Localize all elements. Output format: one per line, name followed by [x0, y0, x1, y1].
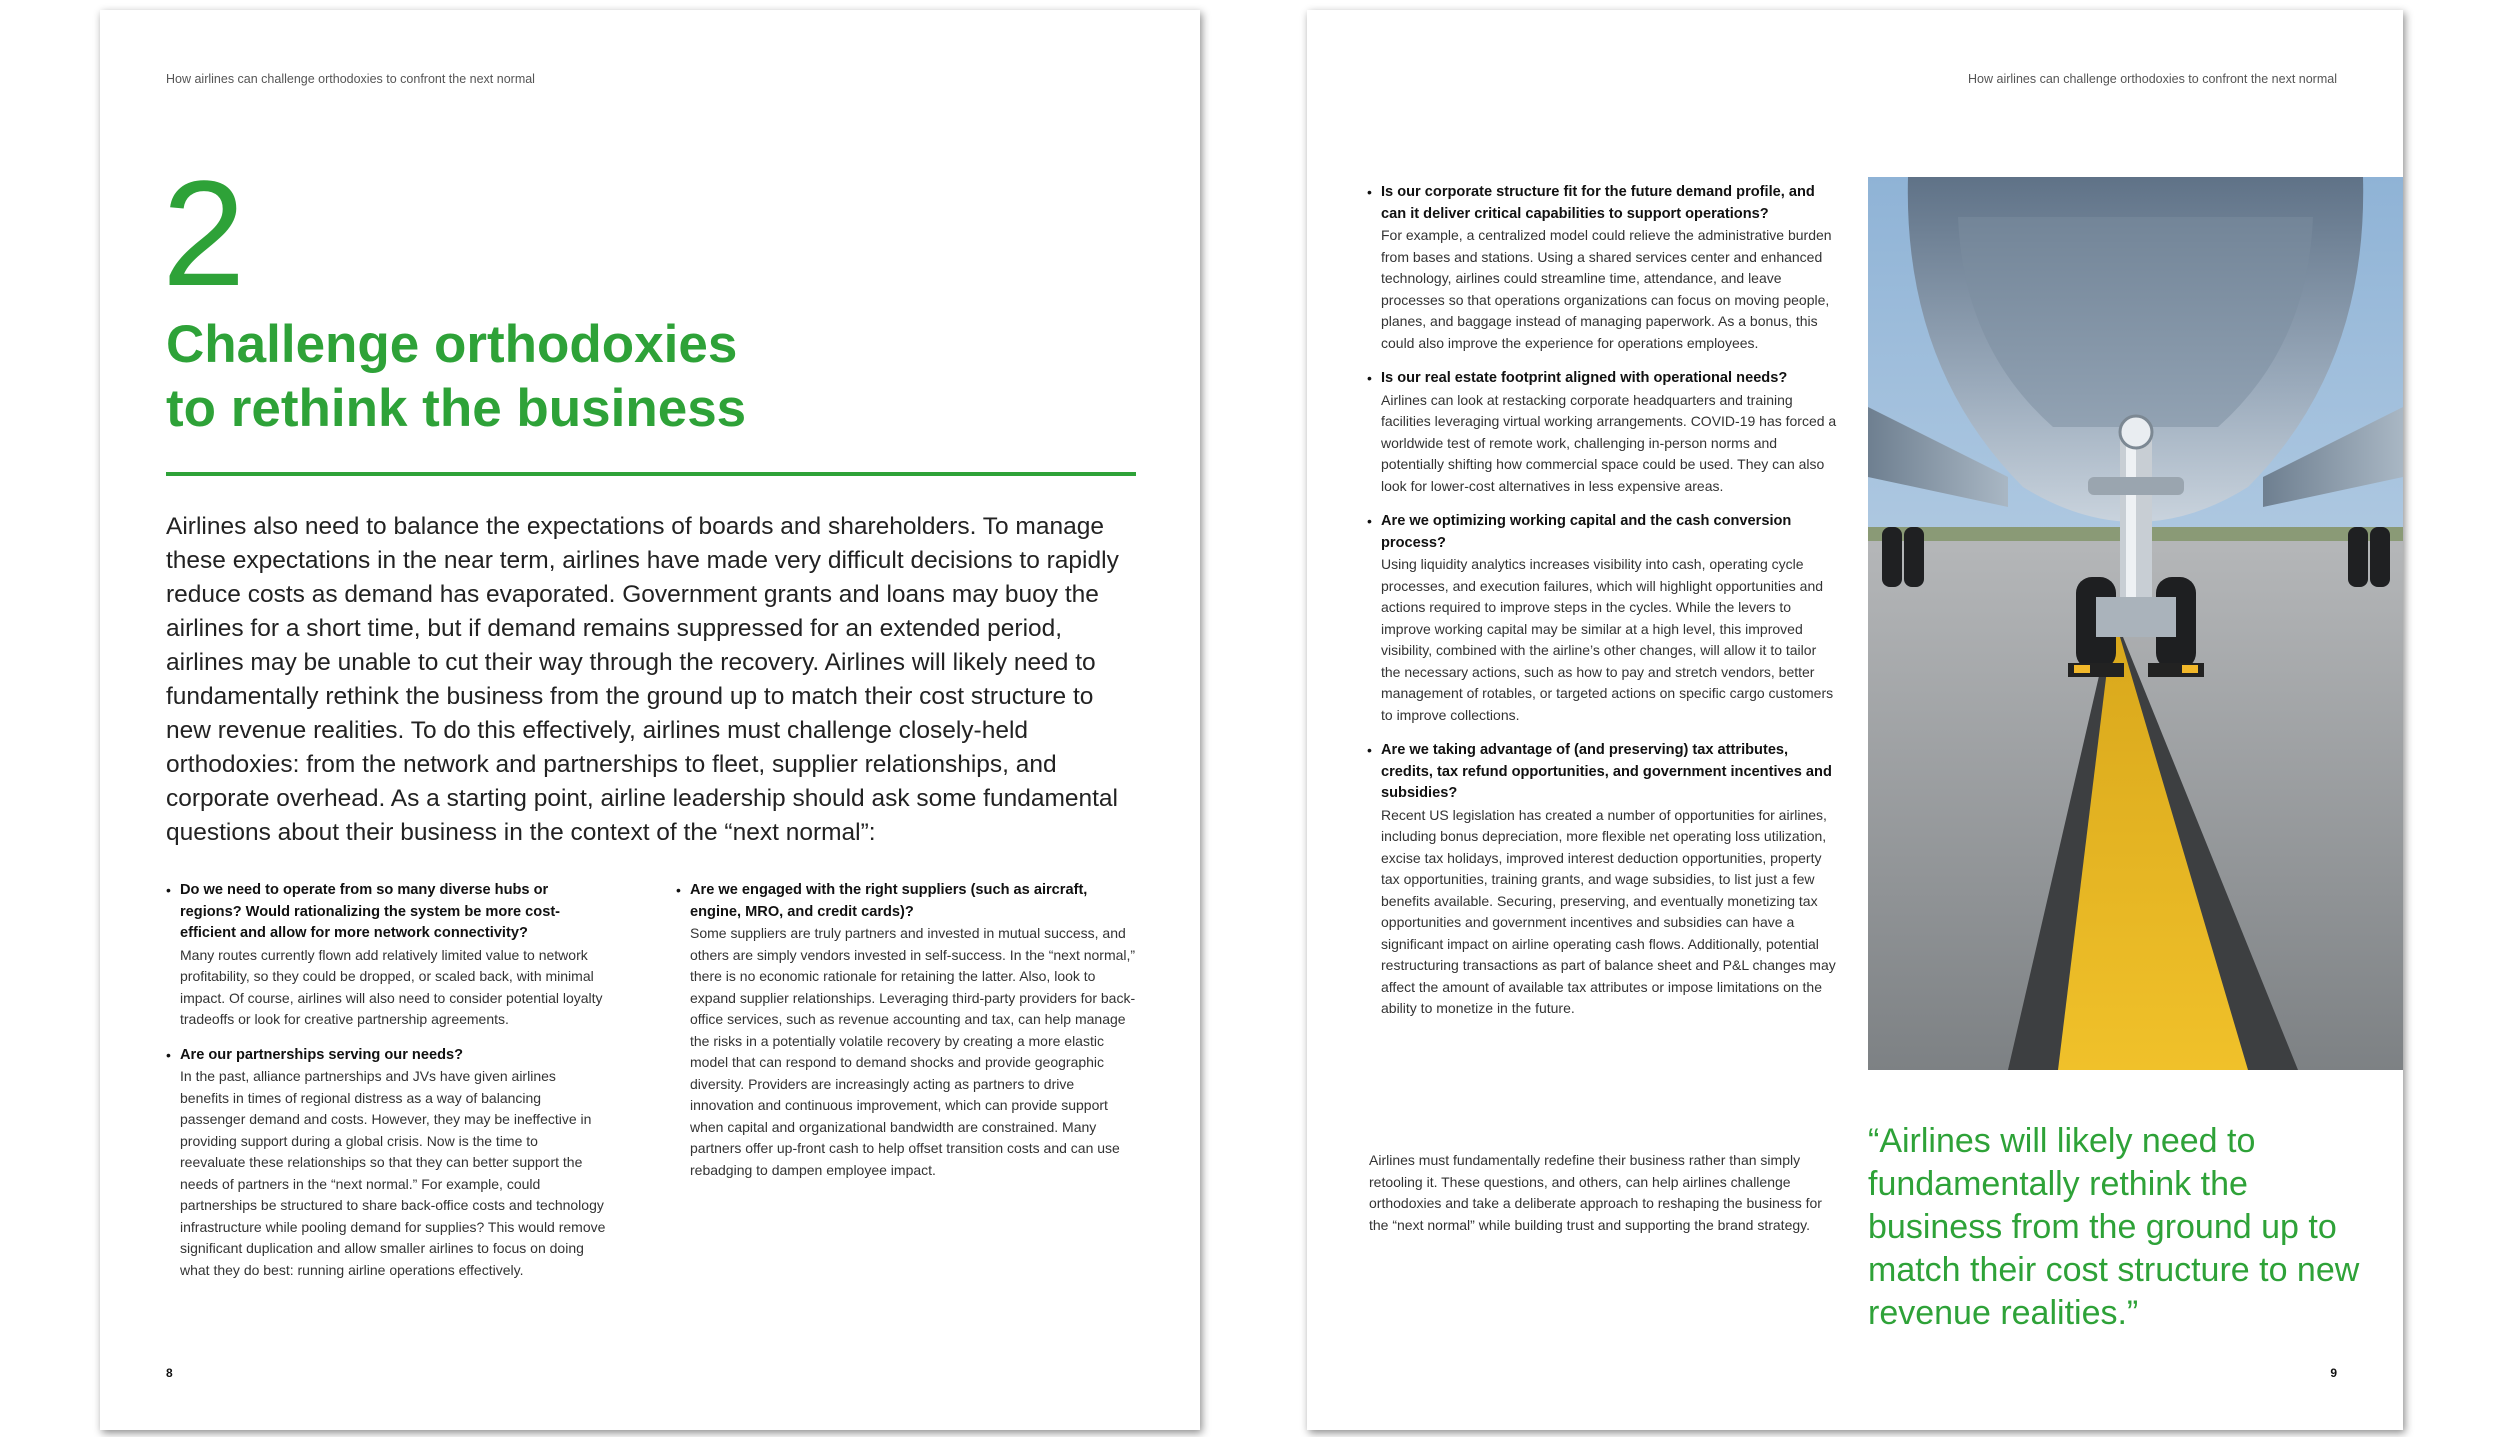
bullet-list-column-1 [166, 880, 606, 1295]
bullet-question: • Do we need to operate from so many diverse hubs or regions? Would rationalizing the system be more cost-efficient and allow for more network connectivity? [180, 882, 561, 941]
section-title [166, 313, 1066, 441]
page-number: 8 [166, 1366, 173, 1380]
photo-illustration [1868, 177, 2403, 1070]
bullet-answer: In the past, alliance partnerships and JVs have given airlines benefits in times of regional distress as a way of balancing passenger demand and costs. However, they may be ineffective in providing support during a global crisis. Now is the time to reevaluate these relationships so that they can better support the needs of partners in the “next normal.” For example, could partnerships be structured to share back-office costs and technology infrastructure while pooling demand for supplies? This would remove significant duplication and allow smaller airlines to focus on doing what they do best: running airline operations effectively. [180, 1068, 606, 1278]
running-head: How airlines can challenge orthodoxies to confront the next normal [166, 72, 535, 86]
section-number: 2 [162, 149, 246, 317]
bullet-list-right [1367, 182, 1837, 1034]
bullet-question: • Are we optimizing working capital and the cash conversion process? [1381, 513, 1792, 551]
page-number: 9 [2330, 1366, 2337, 1380]
bullet-item [166, 880, 606, 1031]
closing-paragraph: Airlines must fundamentally redefine their business rather than simply retooling it. These questions, and others, can help airlines challenge orthodoxies and take a deliberate approach to reshaping the business for the “next normal” while building trust and supporting the brand strategy. [1369, 1152, 1822, 1233]
bullet-answer: Airlines can look at restacking corporate headquarters and training facilities leveraging virtual working arrangements. COVID-19 has forced a worldwide test of remote work, challenging in-person norms and potentially shifting how commercial space could be used. They can also look for lower-cost alternatives in less expensive areas. [1381, 391, 1837, 494]
bullet-answer: For example, a centralized model could relieve the administrative burden from bases and stations. Using a shared services center and enhanced technology, airlines could streamline time, attendance, and leave processes so that operations organizations can focus on moving people, planes, and baggage instead of managing paperwork. As a bonus, this could also improve the experience for operations employees. [1381, 227, 1832, 351]
bullet-item [1367, 511, 1837, 726]
bullet-item [1367, 182, 1837, 354]
bullet-question: • Are our partnerships serving our needs? [180, 1046, 464, 1063]
bullet-question: • Are we taking advantage of (and preserving) tax attributes, credits, tax refund opportunities, and government incentives and subsidies? [1381, 742, 1832, 801]
bullet-item [166, 1045, 606, 1282]
bullet-answer: Using liquidity analytics increases visibility into cash, operating cycle processes, and execution failures, which will highlight opportunities and actions required to improve steps in the cycles. While the levers to improve working capital may be similar at a high level, this improved visibility, combined with the airline’s other changes, will allow it to tailor the necessary actions, such as how to pay and stretch vendors, better management of rotables, or targeted actions on specific cargo customers to improve collections. [1381, 556, 1834, 723]
running-head: How airlines can challenge orthodoxies to confront the next normal [1968, 72, 2337, 86]
section-title-line2: to rethink the business [166, 379, 747, 438]
bullet-item [676, 880, 1136, 1181]
bullet-item [1367, 740, 1837, 1020]
bullet-question: • Is our corporate structure fit for the future demand profile, and can it deliver critical capabilities to support operations? [1381, 184, 1815, 222]
bullet-answer: Some suppliers are truly partners and invested in mutual success, and others are simply vendors invested in self-success. In the “next normal,” there is no economic rationale for retaining the latter. Also, look to expand supplier relationships. Leveraging third-party providers for back-office services, such as revenue accounting and tax, can help manage the risks in a potentially volatile recovery by creating a more elastic model that can respond to demand shocks and provide geographic diversity. Providers are increasingly acting as partners to drive innovation and continuous improvement, which can provide support when capital and organizational bandwidth are constrained. Many partners offer up-front cash to help offset transition costs and can use rebadging to dampen employee impact. [690, 925, 1136, 1178]
section-title-line1: Challenge orthodoxies [166, 315, 738, 374]
bullet-answer: Recent US legislation has created a number of opportunities for airlines, including bonus depreciation, more flexible net operating loss utilization, excise tax holidays, improved interest deduction opportunities, property tax opportunities, training grants, and wage subsidies, to list just a few benefits available. Securing, preserving, and eventually monetizing tax opportunities and government incentives and subsidies can have a significant impact on airline operating cash flows. Additionally, potential restructuring transactions as part of balance sheet and P&L changes may affect the amount of available tax attributes or impose limitations on the ability to monetize in the future. [1381, 806, 1836, 1016]
pull-quote: “Airlines will likely need to fundamentally rethink the business from the ground up to match their cost structure to new revenue realities.” [1868, 1122, 2360, 1332]
lead-paragraph: Airlines also need to balance the expectations of boards and shareholders. To manage these expectations in the near term, airlines have made very difficult decisions to rapidly reduce costs as demand has evaporated. Government grants and loans may buoy the airlines for a short time, but if demand remains suppressed for an extended period, airlines may be unable to cut their way through the recovery. Airlines will likely need to fundamentally rethink the business from the ground up to match their cost structure to new revenue realities. To do this effectively, airlines must challenge closely-held orthodoxies: from the network and partnerships to fleet, supplier relationships, and corporate overhead. As a starting point, airline leadership should ask some fundamental questions about their business in the context of the “next normal”: [166, 513, 1119, 846]
right-page [1307, 10, 2403, 1430]
left-page [100, 10, 1200, 1430]
bullet-item [1367, 368, 1837, 497]
bullet-answer: Many routes currently flown add relatively limited value to network profitability, so they could be dropped, or scaled back, with minimal impact. Of course, airlines will also need to consider potential loyalty tradeoffs or look for creative partnership agreements. [180, 946, 603, 1027]
bullet-question: • Is our real estate footprint aligned with operational needs? [1381, 370, 1788, 386]
bullet-question: • Are we engaged with the right suppliers (such as aircraft, engine, MRO, and credit cards)? [690, 882, 1088, 920]
bullet-list-column-2 [676, 880, 1136, 1195]
aircraft-landing-gear-photo [1868, 177, 2403, 1070]
section-rule [166, 472, 1136, 476]
